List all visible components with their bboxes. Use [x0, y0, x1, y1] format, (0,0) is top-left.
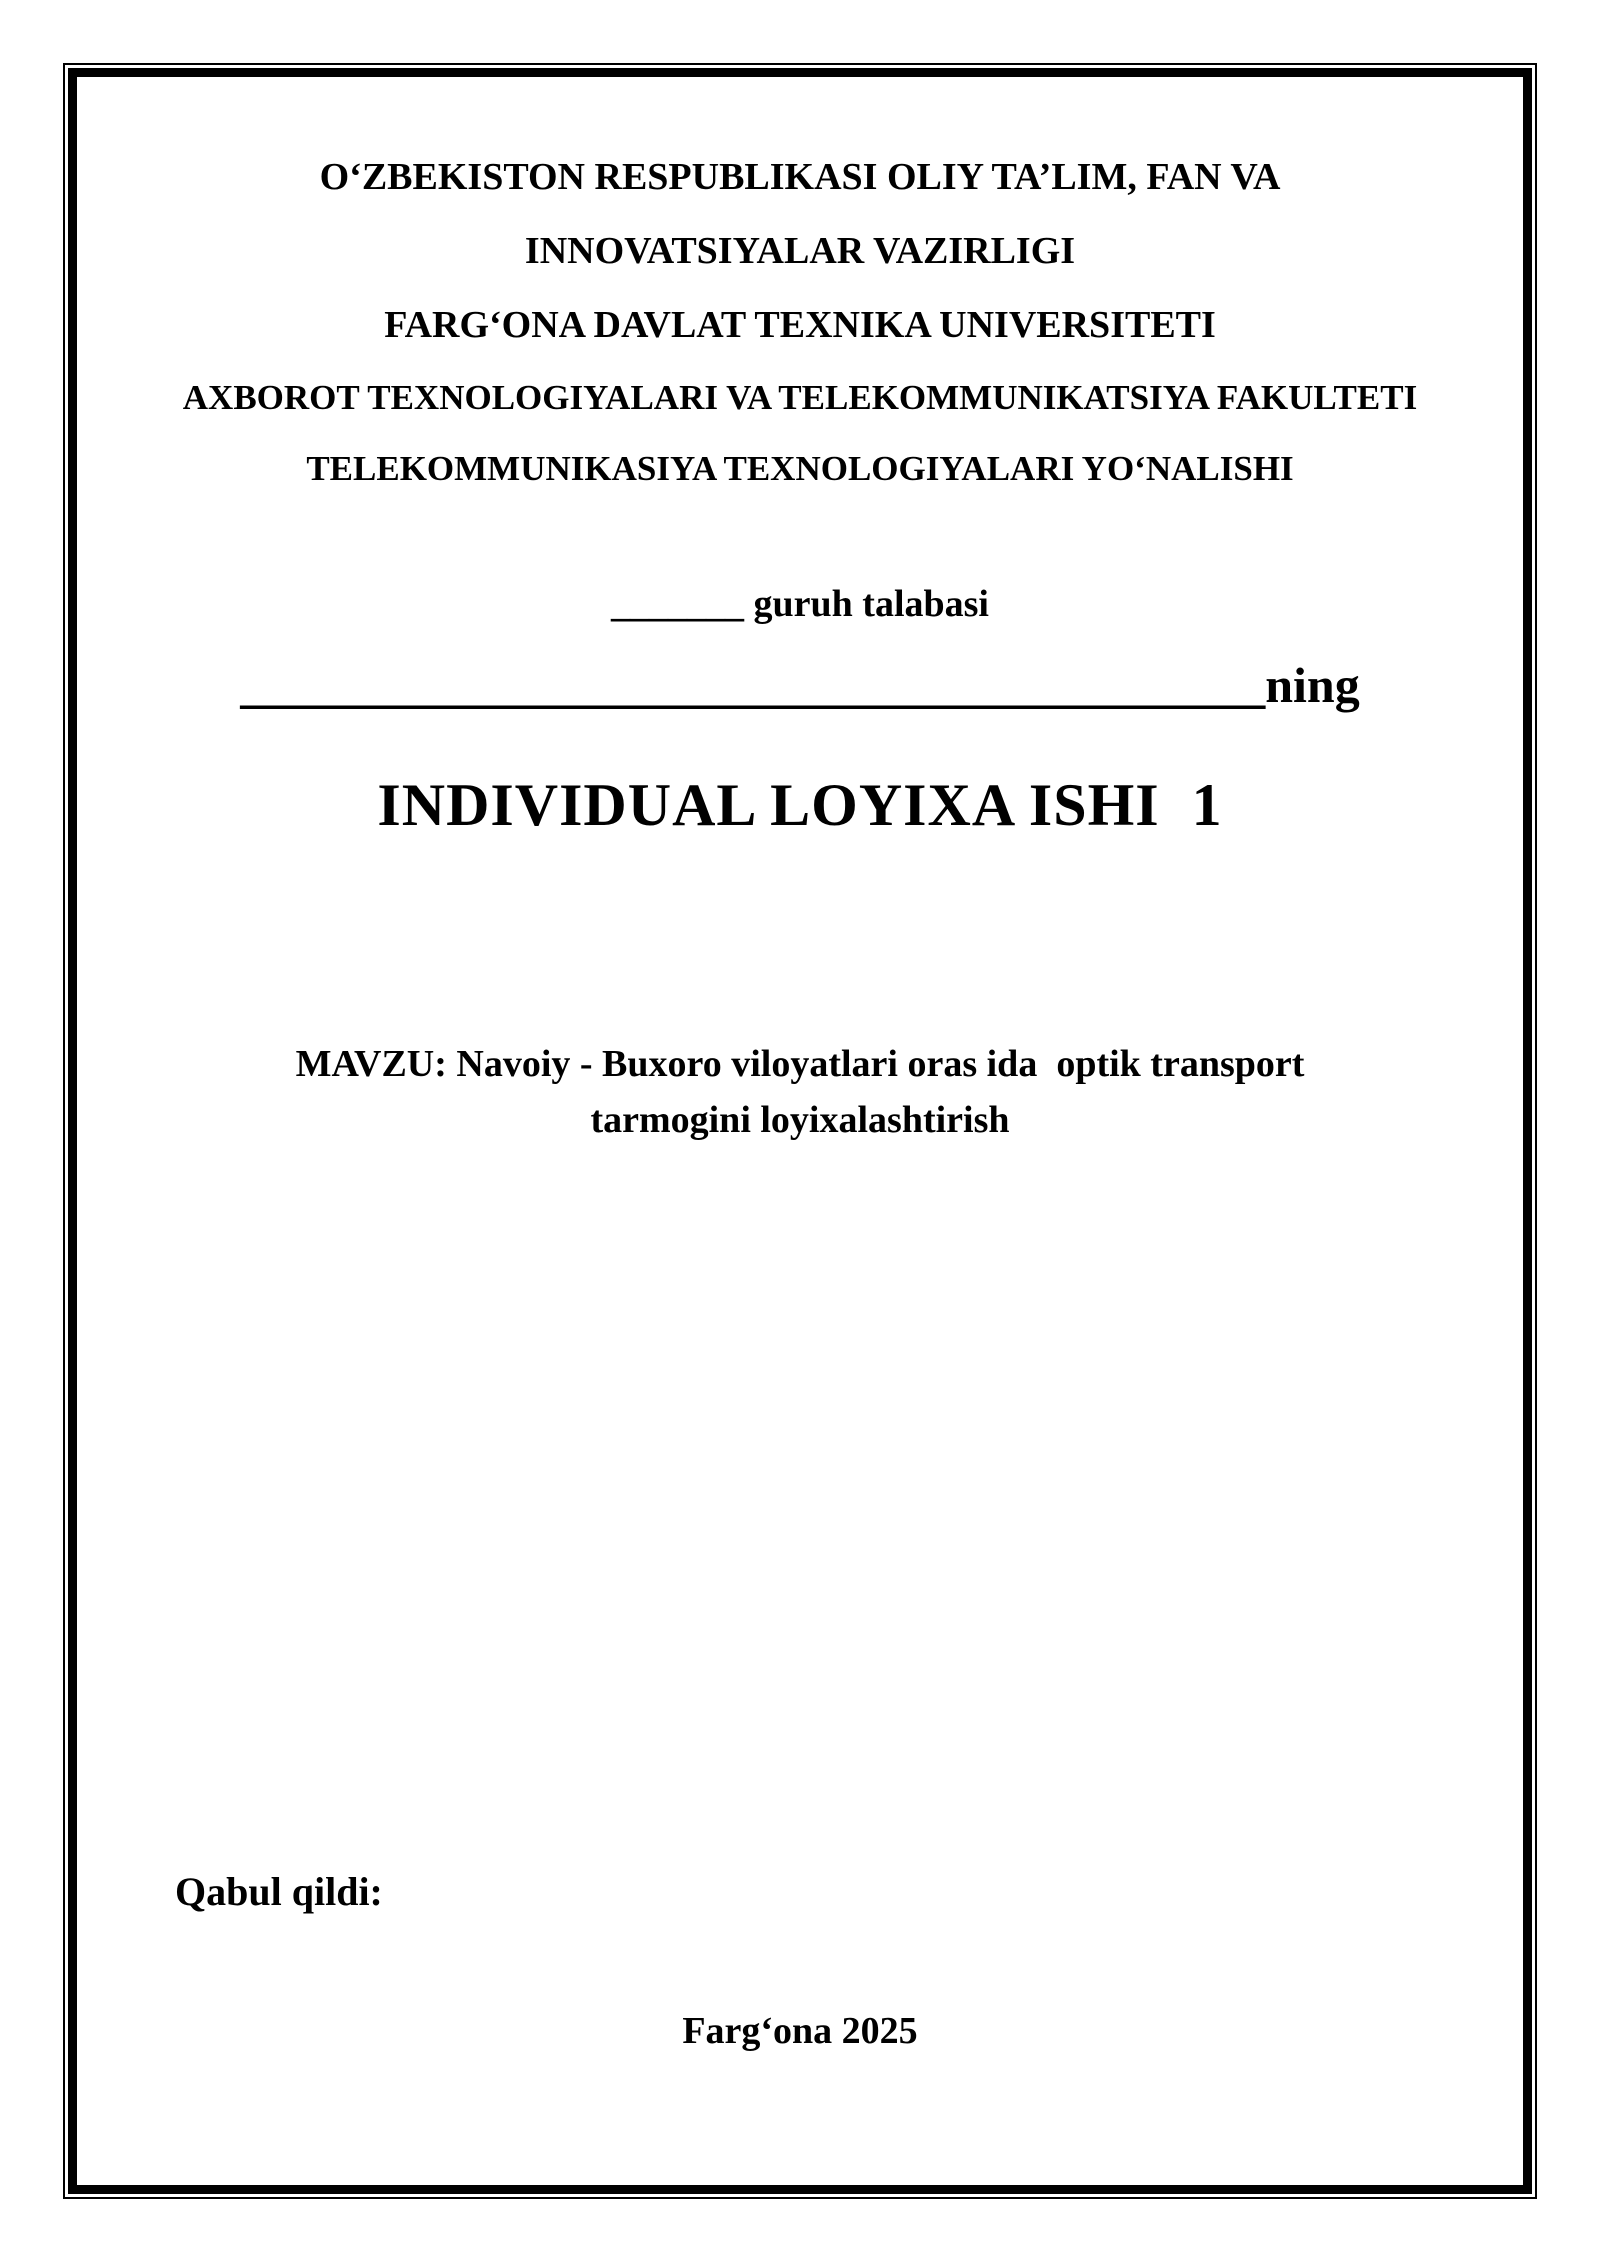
- accepted-by-label: Qabul qildi:: [175, 1869, 383, 1914]
- header-line-university: FARGʻONA DAVLAT TEXNIKA UNIVERSITETI: [384, 304, 1216, 346]
- topic-line-1: MAVZU: Navoiy - Buxoro viloyatlari oras ida optik transport: [295, 1043, 1305, 1085]
- header-line-faculty: AXBOROT TEXNOLOGIYALARI VA TELEKOMMUNIKATSIYA FAKULTETI: [182, 378, 1418, 417]
- student-group-blank-line: _______ guruh talabasi: [611, 583, 989, 625]
- footer-city-year: Fargʻona 2025: [682, 2010, 918, 2052]
- student-name-blank-line: _________________________________________ning: [240, 657, 1360, 713]
- work-title: INDIVIDUAL LOYIXA ISHI 1: [377, 772, 1223, 838]
- topic-line-2: tarmogini loyixalashtirish: [590, 1099, 1010, 1141]
- header-line-direction: TELEKOMMUNIKASIYA TEXNOLOGIYALARI YOʻNALISHI: [306, 449, 1294, 488]
- header-line-ministry-2: INNOVATSIYALAR VAZIRLIGI: [524, 230, 1076, 272]
- header-line-ministry-1: OʻZBEKISTON RESPUBLIKASI OLIY TA’LIM, FAN VA: [319, 156, 1281, 198]
